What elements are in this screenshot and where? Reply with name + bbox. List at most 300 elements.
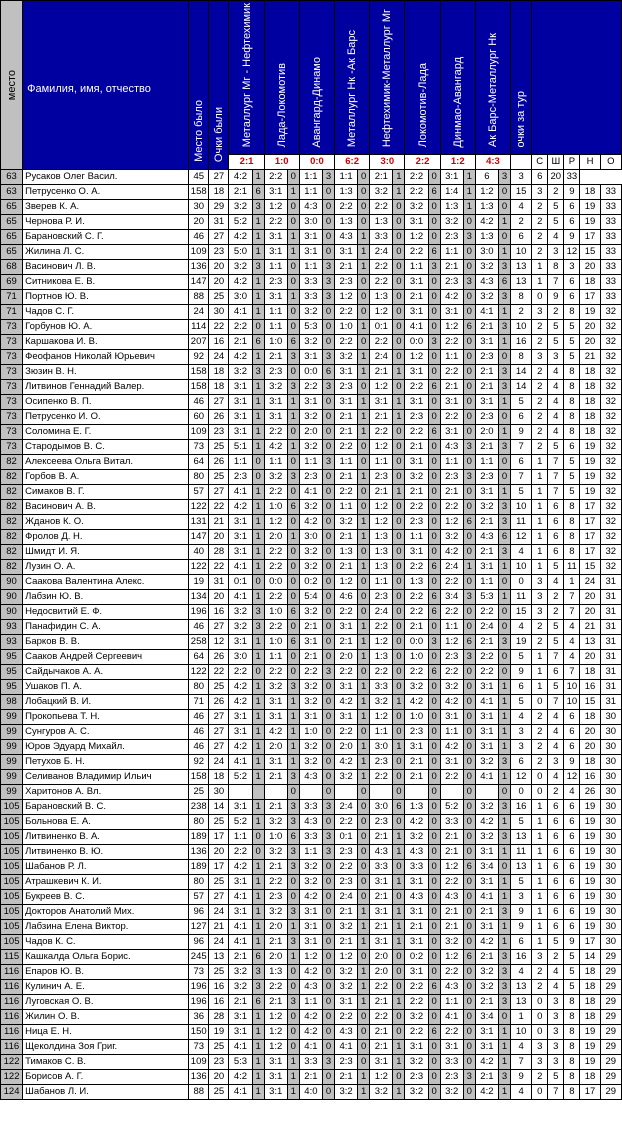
m3-pts-cell: 0	[322, 215, 334, 230]
name-cell: Шабанов Р. Л.	[23, 860, 189, 875]
m3-pts-cell: 0	[322, 335, 334, 350]
m3-score-cell: 3:2	[299, 440, 322, 455]
m1-score-cell: 4:2	[229, 695, 252, 710]
stat-s-cell: 1	[532, 665, 548, 680]
m6-score-cell: 3:2	[405, 830, 428, 845]
m6-score-cell: 4:2	[405, 815, 428, 830]
place-cell: 122	[1, 1070, 23, 1085]
match-header: Динмао-Авангард	[440, 1, 475, 155]
m6-score-cell: 2:2	[405, 590, 428, 605]
prev-place-cell: 30	[189, 200, 209, 215]
m5-score-cell: 2:3	[370, 755, 393, 770]
m4-score-cell: 3:1	[335, 710, 358, 725]
m5-pts-cell: 0	[393, 440, 405, 455]
stat-s-cell: 3	[532, 605, 548, 620]
m4-score-cell: 1:3	[335, 215, 358, 230]
m6-pts-cell: 0	[428, 215, 440, 230]
m4-pts-cell: 0	[358, 830, 370, 845]
m6-score-cell: 3:1	[405, 740, 428, 755]
name-cell: Каршакова И. В.	[23, 335, 189, 350]
prev-place-cell: 80	[189, 875, 209, 890]
place-cell: 68	[1, 260, 23, 275]
m1-pts-cell: 1	[252, 305, 264, 320]
table-row	[1, 575, 622, 590]
m1-pts-cell: 1	[252, 905, 264, 920]
m2-pts-cell: 1	[287, 290, 299, 305]
m7-score-cell: 3:4	[440, 590, 463, 605]
stat-s-cell: 2	[532, 200, 548, 215]
tour-points-cell: 5	[511, 485, 532, 500]
m1-score-cell: 4:2	[229, 1070, 252, 1085]
m5-score-cell	[370, 785, 393, 800]
m3-score-cell: 4:2	[299, 1010, 322, 1025]
m5-score-cell: 3:2	[370, 1085, 393, 1100]
prev-points-cell: 24	[209, 935, 229, 950]
prev-place-cell: 136	[189, 1070, 209, 1085]
stat-r-cell: 7	[564, 665, 580, 680]
m3-score-cell: 1:1	[299, 845, 322, 860]
m8-pts-cell: 0	[498, 185, 510, 200]
match-result: 2:2	[405, 155, 440, 170]
stat-o-cell: 29	[600, 950, 621, 965]
prev-place-cell: 109	[189, 1055, 209, 1070]
m3-pts-cell: 3	[322, 260, 334, 275]
m6-pts-cell: 0	[428, 545, 440, 560]
m3-pts-cell: 3	[322, 380, 334, 395]
m4-score-cell: 4:3	[335, 230, 358, 245]
m4-pts-cell: 1	[358, 1085, 370, 1100]
stat-sh-cell: 4	[548, 230, 564, 245]
stat-sh-cell: 7	[548, 695, 564, 710]
m6-score-cell: 2:2	[405, 380, 428, 395]
prev-place-header: Место было	[189, 1, 209, 170]
name-cell: Ница Е. Н.	[23, 1025, 189, 1040]
m8-pts-cell: 1	[498, 680, 510, 695]
prev-place-cell: 196	[189, 605, 209, 620]
m5-score-cell: 2:1	[370, 1025, 393, 1040]
m7-pts-cell: 0	[463, 1040, 475, 1055]
m8-score-cell: 1:3	[475, 200, 498, 215]
prev-points-cell: 23	[209, 1055, 229, 1070]
m6-pts-cell: 0	[428, 200, 440, 215]
m8-pts-cell: 3	[498, 260, 510, 275]
stat-o-cell: 32	[600, 380, 621, 395]
stat-sh-cell: 2	[548, 305, 564, 320]
prev-place-cell: 36	[189, 1010, 209, 1025]
m2-score-cell: 1:1	[264, 260, 287, 275]
m7-pts-cell: 0	[463, 410, 475, 425]
m8-score-cell: 3:1	[475, 1040, 498, 1055]
m7-score-cell: 1:3	[440, 200, 463, 215]
table-row	[1, 620, 622, 635]
m1-pts-cell: 1	[252, 920, 264, 935]
m1-pts-cell: 1	[252, 725, 264, 740]
name-cell: Фролов Д. Н.	[23, 530, 189, 545]
m5-score-cell: 1:3	[370, 215, 393, 230]
tour-points-cell: 4	[511, 200, 532, 215]
prev-points-cell: 31	[209, 215, 229, 230]
m3-pts-cell: 0	[322, 740, 334, 755]
m1-score-cell: 3:1	[229, 875, 252, 890]
tour-points-cell: 10	[511, 560, 532, 575]
m8-pts-cell: 3	[498, 1070, 510, 1085]
m7-score-cell: 1:1	[440, 350, 463, 365]
m3-score-cell: 3:3	[299, 800, 322, 815]
m2-pts-cell: 0	[287, 650, 299, 665]
stat-n-cell: 18	[580, 395, 600, 410]
m7-pts-cell: 0	[463, 770, 475, 785]
m6-pts-cell: 0	[428, 230, 440, 245]
m7-pts-cell: 0	[463, 920, 475, 935]
stat-sh-cell: 3	[548, 1025, 564, 1040]
stat-r-cell: 12	[564, 245, 580, 260]
m8-pts-cell: 1	[498, 935, 510, 950]
m8-score-cell: 1:1	[475, 575, 498, 590]
m6-score-cell: 3:2	[405, 680, 428, 695]
m7-pts-cell: 0	[463, 980, 475, 995]
m7-score-cell: 2:2	[440, 575, 463, 590]
m1-score-cell: 2:2	[229, 665, 252, 680]
m8-score-cell: 4:1	[475, 770, 498, 785]
stat-sh-cell: 5	[548, 560, 564, 575]
m3-score-cell: 3:1	[299, 350, 322, 365]
stat-s-cell: 2	[532, 965, 548, 980]
stat-o-cell: 31	[600, 590, 621, 605]
m3-score-cell: 3:1	[299, 230, 322, 245]
m8-pts-cell: 0	[498, 575, 510, 590]
m5-pts-cell: 0	[393, 710, 405, 725]
m4-pts-cell: 0	[358, 185, 370, 200]
m6-pts-cell: 0	[428, 1070, 440, 1085]
m6-score-cell: 3:1	[405, 1040, 428, 1055]
name-cell: Петухов Б. Н.	[23, 755, 189, 770]
stat-s-cell: 2	[532, 620, 548, 635]
m2-score-cell: 2:2	[264, 980, 287, 995]
m2-pts-cell: 0	[287, 200, 299, 215]
m1-score-cell: 4:2	[229, 275, 252, 290]
m7-score-cell: 2:2	[440, 365, 463, 380]
stat-s-cell: 1	[532, 890, 548, 905]
m7-pts-cell: 0	[463, 335, 475, 350]
place-cell: 71	[1, 290, 23, 305]
table-row	[1, 800, 622, 815]
prev-place-cell: 136	[189, 260, 209, 275]
prev-place-cell: 80	[189, 470, 209, 485]
m1-pts-cell: 6	[252, 950, 264, 965]
tour-points-cell: 7	[511, 1055, 532, 1070]
prev-points-cell: 17	[209, 860, 229, 875]
m3-score-cell: 1:2	[299, 950, 322, 965]
prev-place-cell: 20	[189, 215, 209, 230]
stat-sh-cell: 5	[548, 680, 564, 695]
m5-score-cell: 1:1	[370, 455, 393, 470]
tour-points-cell: 5	[511, 695, 532, 710]
prev-points-cell: 28	[209, 545, 229, 560]
m1-score-cell: 3:2	[229, 605, 252, 620]
name-cell: Васинович Л. В.	[23, 260, 189, 275]
stat-sh-cell: 4	[548, 710, 564, 725]
m6-pts-cell: 0	[428, 710, 440, 725]
stat-s-cell: 1	[532, 530, 548, 545]
m6-pts-cell: 6	[428, 560, 440, 575]
m6-pts-cell: 0	[428, 275, 440, 290]
m7-score-cell: 1:2	[440, 515, 463, 530]
m2-pts-cell: 3	[287, 380, 299, 395]
table-row	[1, 530, 622, 545]
stat-o-cell: 32	[600, 425, 621, 440]
m5-pts-cell: 0	[393, 425, 405, 440]
m4-pts-cell: 1	[358, 350, 370, 365]
m4-pts-cell: 0	[358, 275, 370, 290]
prev-points-cell: 20	[209, 275, 229, 290]
m5-pts-cell: 0	[393, 1025, 405, 1040]
m3-score-cell: 0:2	[299, 575, 322, 590]
m5-score-cell: 3:3	[370, 230, 393, 245]
stat-sh-cell: 6	[548, 545, 564, 560]
m7-score-cell: 2:2	[440, 770, 463, 785]
m8-score-cell: 2:1	[475, 365, 498, 380]
m3-pts-cell: 0	[322, 725, 334, 740]
m1-pts-cell: 1	[252, 560, 264, 575]
m6-pts-cell: 0	[428, 830, 440, 845]
m8-pts-cell: 0	[498, 230, 510, 245]
tour-points-cell: 2	[511, 215, 532, 230]
stat-sh-cell: 5	[548, 215, 564, 230]
table-row	[1, 710, 622, 725]
place-cell: 116	[1, 980, 23, 995]
stat-s-cell: 3	[532, 305, 548, 320]
prev-place-cell: 189	[189, 830, 209, 845]
place-cell: 95	[1, 665, 23, 680]
table-row	[1, 320, 622, 335]
m5-score-cell: 4:3	[370, 845, 393, 860]
m2-pts-cell: 1	[287, 245, 299, 260]
stat-n-cell: 20	[580, 260, 600, 275]
table-row	[1, 470, 622, 485]
m3-score-cell: 3:1	[299, 935, 322, 950]
prev-points-cell: 21	[209, 515, 229, 530]
m4-score-cell: 2:1	[335, 635, 358, 650]
m5-score-cell: 1:2	[370, 635, 393, 650]
m4-pts-cell: 0	[358, 215, 370, 230]
m4-pts-cell: 0	[358, 800, 370, 815]
m1-score-cell: 3:2	[229, 260, 252, 275]
name-cell: Юров Эдуард Михайл.	[23, 740, 189, 755]
prev-points-cell: 22	[209, 560, 229, 575]
m5-score-cell: 2:3	[370, 815, 393, 830]
m5-score-cell: 2:2	[370, 425, 393, 440]
stat-sh-cell: 7	[548, 485, 564, 500]
m8-pts-cell: 0	[498, 650, 510, 665]
match-header: Металлург Мг - Нефтехимик	[229, 1, 264, 155]
m4-pts-cell: 0	[358, 485, 370, 500]
m2-pts-cell: 1	[287, 530, 299, 545]
m8-pts-cell: 1	[498, 1055, 510, 1070]
prev-points-cell: 24	[209, 350, 229, 365]
m8-pts-cell: 3	[498, 380, 510, 395]
m7-pts-cell: 0	[463, 380, 475, 395]
stat-s-cell: 2	[532, 230, 548, 245]
m3-pts-cell: 0	[322, 620, 334, 635]
m4-score-cell: 2:2	[335, 860, 358, 875]
m5-pts-cell: 0	[393, 275, 405, 290]
m7-score-cell: 3:1	[440, 170, 463, 185]
tour-points-cell: 11	[511, 590, 532, 605]
m5-score-cell: 2:0	[370, 950, 393, 965]
m6-score-cell: 2:1	[405, 770, 428, 785]
m5-score-cell: 2:2	[370, 200, 393, 215]
m7-pts-cell: 0	[463, 710, 475, 725]
m4-pts-cell: 0	[358, 605, 370, 620]
m1-pts-cell: 3	[252, 365, 264, 380]
prev-points-cell: 14	[209, 800, 229, 815]
m1-pts-cell: 1	[252, 1025, 264, 1040]
m6-score-cell: 1:0	[405, 650, 428, 665]
m5-pts-cell: 0	[393, 785, 405, 800]
m2-pts-cell: 3	[287, 935, 299, 950]
table-row	[1, 410, 622, 425]
tour-points-cell: 16	[511, 950, 532, 965]
table-row	[1, 215, 622, 230]
tour-points-cell: 9	[511, 920, 532, 935]
m2-pts-cell: 0	[287, 890, 299, 905]
m4-score-cell: 2:1	[335, 425, 358, 440]
m1-score-cell: 5:2	[229, 815, 252, 830]
stat-o-cell: 31	[600, 605, 621, 620]
m1-score-cell: 3:0	[229, 290, 252, 305]
m1-pts-cell: 1	[252, 275, 264, 290]
place-cell: 122	[1, 1055, 23, 1070]
stat-r-cell: 6	[564, 710, 580, 725]
m2-pts-cell: 1	[287, 695, 299, 710]
tour-points-cell: 11	[511, 845, 532, 860]
m4-score-cell: 2:2	[335, 725, 358, 740]
table-row	[1, 170, 622, 185]
stat-r-cell: 5	[564, 950, 580, 965]
prev-place-cell: 46	[189, 740, 209, 755]
prev-points-cell: 24	[209, 755, 229, 770]
m6-score-cell: 4:2	[405, 695, 428, 710]
name-cell: Сунгуров А. С.	[23, 725, 189, 740]
match-header: Ак Барс-Металлург Нк	[475, 1, 510, 155]
m4-pts-cell: 1	[358, 560, 370, 575]
table-row	[1, 740, 622, 755]
stat-n-cell: 18	[580, 965, 600, 980]
name-cell: Лобацкий В. И.	[23, 695, 189, 710]
stat-n-cell: 19	[580, 455, 600, 470]
m2-score-cell: 2:2	[264, 170, 287, 185]
prev-place-cell: 136	[189, 845, 209, 860]
m6-pts-cell: 0	[428, 995, 440, 1010]
m1-score-cell: 3:1	[229, 425, 252, 440]
m2-pts-cell: 0	[287, 875, 299, 890]
m5-pts-cell: 1	[393, 935, 405, 950]
m6-score-cell: 2:3	[405, 725, 428, 740]
prev-place-cell: 46	[189, 620, 209, 635]
m1-pts-cell: 1	[252, 530, 264, 545]
m7-pts-cell: 0	[463, 680, 475, 695]
place-cell: 65	[1, 215, 23, 230]
m8-score-cell: 2:1	[475, 1070, 498, 1085]
name-cell: Портнов Ю. В.	[23, 290, 189, 305]
m4-score-cell: 2:2	[335, 305, 358, 320]
m8-score-cell: 3:2	[475, 260, 498, 275]
table-row	[1, 950, 622, 965]
m6-pts-cell: 0	[428, 470, 440, 485]
m3-score-cell: 3:3	[299, 275, 322, 290]
m3-pts-cell: 0	[322, 905, 334, 920]
stat-o-cell: 30	[600, 710, 621, 725]
place-header: место	[1, 1, 23, 170]
place-cell: 71	[1, 305, 23, 320]
m5-pts-cell: 0	[393, 260, 405, 275]
m7-pts-cell: 0	[463, 815, 475, 830]
m5-pts-cell: 1	[393, 905, 405, 920]
m3-score-cell: 4:2	[299, 515, 322, 530]
stat-sh-cell: 4	[548, 575, 564, 590]
m7-pts-cell: 3	[463, 275, 475, 290]
m2-score-cell: 3:1	[264, 185, 287, 200]
stat-o-cell: 32	[600, 335, 621, 350]
name-cell: Щеколдина Зоя Григ.	[23, 1040, 189, 1055]
stat-s-cell: 1	[532, 815, 548, 830]
m8-score-cell: 5:3	[475, 590, 498, 605]
m8-score-cell: 2:1	[475, 515, 498, 530]
stat-o-cell: 32	[600, 500, 621, 515]
m1-pts-cell: 1	[252, 425, 264, 440]
m6-score-cell: 3:2	[405, 1010, 428, 1025]
m1-pts-cell: 1	[252, 1055, 264, 1070]
m3-score-cell: 3:2	[299, 875, 322, 890]
m5-pts-cell: 0	[393, 815, 405, 830]
prev-place-cell: 245	[189, 950, 209, 965]
m3-pts-cell: 0	[322, 785, 334, 800]
stat-r-cell: 4	[564, 620, 580, 635]
m5-pts-cell: 1	[393, 845, 405, 860]
m6-pts-cell: 0	[428, 695, 440, 710]
m3-pts-cell: 0	[322, 305, 334, 320]
m8-pts-cell: 3	[498, 365, 510, 380]
stat-sh-cell: 4	[548, 365, 564, 380]
m3-score-cell: 3:2	[299, 680, 322, 695]
m4-score-cell: 2:1	[335, 470, 358, 485]
m3-pts-cell: 0	[322, 425, 334, 440]
m2-pts-cell: 3	[287, 995, 299, 1010]
tour-points-cell: 8	[511, 350, 532, 365]
m2-score-cell: 1:0	[264, 830, 287, 845]
table-row	[1, 905, 622, 920]
m7-score-cell: 3:3	[440, 815, 463, 830]
m4-score-cell: 2:1	[335, 530, 358, 545]
m5-score-cell: 2:3	[370, 590, 393, 605]
match-result: 6:2	[335, 155, 370, 170]
m4-score-cell: 3:2	[335, 350, 358, 365]
stat-s-cell: 1	[532, 560, 548, 575]
m8-score-cell: 3:1	[475, 485, 498, 500]
m7-pts-cell: 0	[463, 530, 475, 545]
m8-pts-cell: 3	[498, 320, 510, 335]
stat-n-cell: 20	[580, 650, 600, 665]
m6-pts-cell: 0	[428, 755, 440, 770]
m2-score-cell: 1:1	[264, 305, 287, 320]
table-row	[1, 725, 622, 740]
m6-pts-cell: 6	[428, 1025, 440, 1040]
m3-pts-cell: 0	[322, 980, 334, 995]
m7-pts-cell: 0	[463, 755, 475, 770]
m2-pts-cell: 3	[287, 470, 299, 485]
stat-n-cell: 20	[580, 590, 600, 605]
m5-pts-cell: 1	[393, 920, 405, 935]
